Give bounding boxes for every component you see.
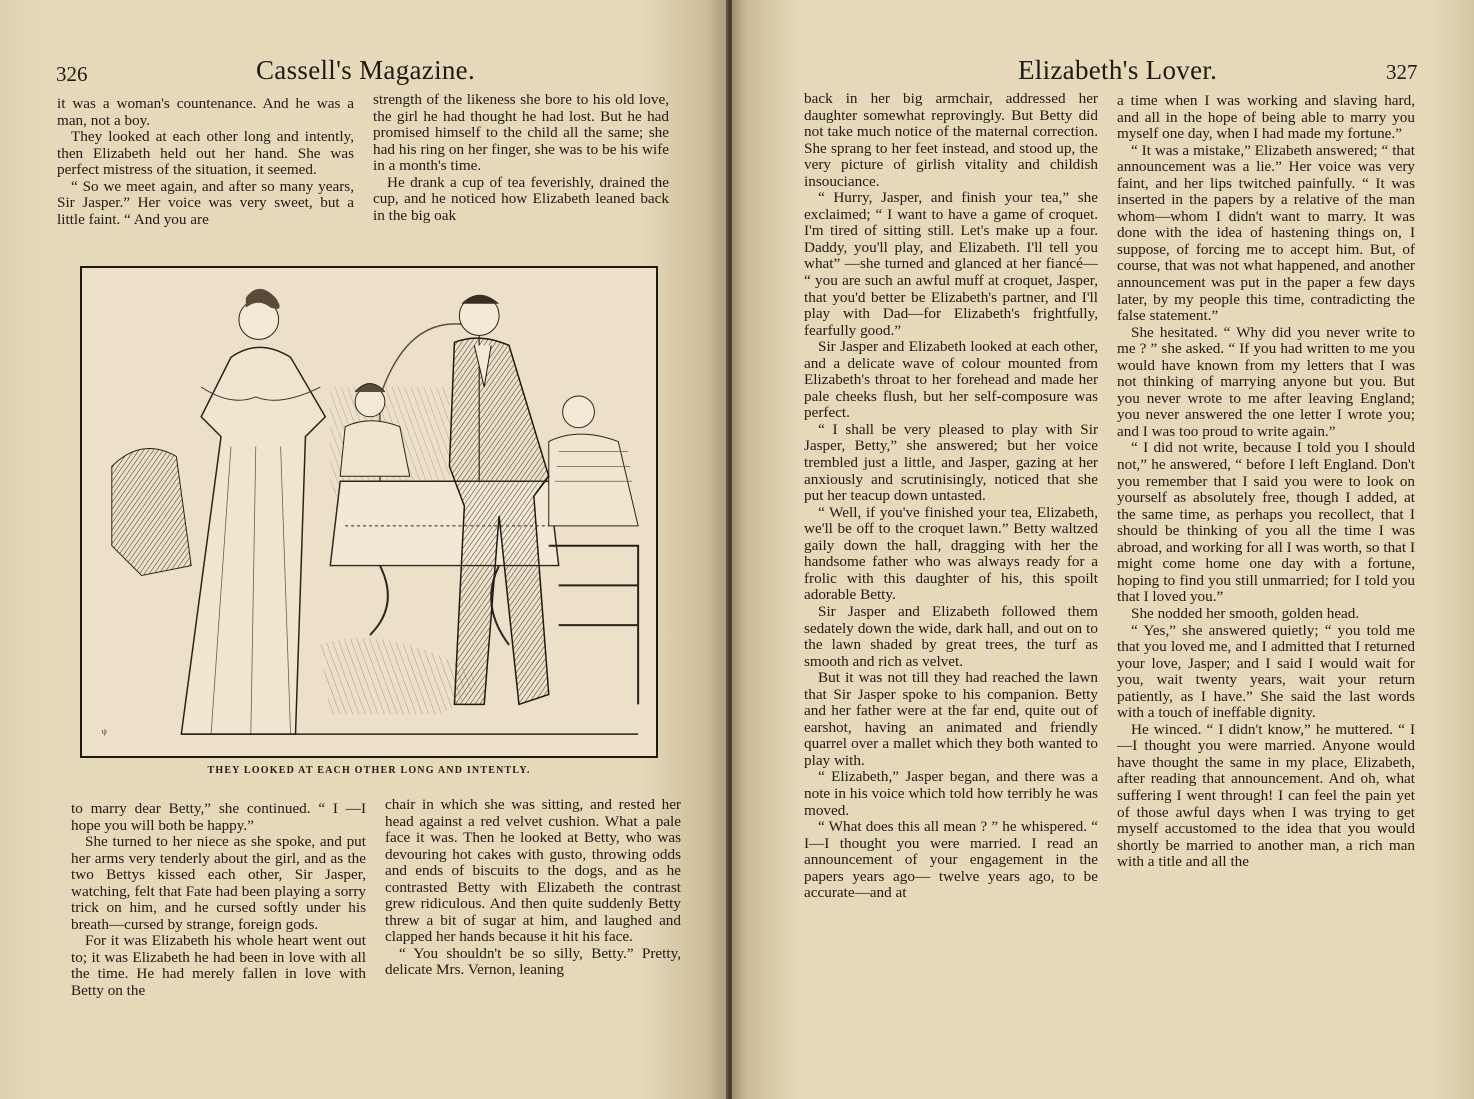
paragraph: back in her big armchair, addressed her daughter somewhat reprovingly. But Betty did not take much notice of the maternal correction. She sprang to her feet instead, and stood up, the very picture of girlish vitality and childish insouciance.	[804, 90, 1098, 190]
paragraph: She hesitated. “ Why did you never write to me ? ” she asked. “ If you had written to me you would have known from my letters that I was not thinking of marrying anyone but you. But you never wrote to me after leaving England; you never answered the one letter I wrote you; and I was too proud to write again.”	[1117, 323, 1415, 440]
paragraph: “ I did not write, because I told you I should not,” he answered, “ before I left England. Don't you remember that I said you were to look on yourself as absolutely free, though I added, at the same time, as perhaps you recollect, that I should be thinking of you all the time I was abroad, and working for all I was worth, so that I might come home one day with a fortune, hoping to find you still unmarried; for I told you that I loved you.”	[1117, 439, 1415, 606]
paragraph: a time when I was working and slaving hard, and all in the hope of being able to marry you myself one day, when I had made my fortune.”	[1117, 92, 1415, 143]
left-page-number: 326	[56, 62, 88, 86]
paragraph: For it was Elizabeth his whole heart went out to; it was Elizabeth he had been in love with all the time. He had merely fallen in love with Betty on the	[71, 932, 366, 1000]
paragraph: She turned to her niece as she spoke, and put her arms very tenderly about the girl, and as the two Bettys kissed each other, Sir Jasper, watching, felt that Fate had been playing a sorry trick on him, and he cursed softly under his breath—cursed by strange, foreign gods.	[71, 833, 366, 933]
right-page	[732, 0, 1474, 1099]
left-running-head: Cassell's Magazine.	[256, 55, 476, 85]
left-col2-bottom	[385, 797, 681, 979]
paragraph: He winced. “ I didn't know,” he muttered. “ I—I thought you were married. Anyone would have thought the same in my place, Elizabeth, after reading that announcement. And oh, what suffering I went through! I can feel the pain yet of those awful days when I was trying to get myself accustomed to the idea that you would shortly be married to another man, a rich man with a title and all the	[1117, 720, 1415, 871]
paragraph: He drank a cup of tea feverishly, drained the cup, and he noticed how Elizabeth leaned back in the big oak	[373, 173, 669, 224]
paragraph: “ Elizabeth,” Jasper began, and there was a note in his voice which told how terribly he was moved.	[804, 768, 1098, 819]
illustration-caption: THEY LOOKED AT EACH OTHER LONG AND INTENTLY.	[207, 765, 531, 776]
paragraph: “ So we meet again, and after so many years, Sir Jasper.” Her voice was very sweet, but a little faint. “ And you are	[57, 177, 354, 228]
paragraph: “ I shall be very pleased to play with Sir Jasper, Betty,” she answered; but her voice trembled just a little, and Jasper, gazing at her anxiously and scrutinisingly, noticed that she put her teacup down untasted.	[804, 420, 1098, 505]
left-page	[0, 0, 728, 1099]
right-page-number: 327	[1386, 60, 1418, 84]
paragraph: “ Hurry, Jasper, and finish your tea,” she exclaimed; “ I want to have a game of croquet. I'm tired of sitting still. Let's make up a four. Daddy, you'll play, and Elizabeth. I'll tell you what” —she turned and glanced at her fiancé— “ you are such an awful muff at croquet, Jasper, that you'd better be Elizabeth's partner, and I'll play with Dad—for Elizabeth's frightfully, fearfully good.”	[804, 189, 1098, 339]
right-running-head: Elizabeth's Lover.	[1018, 55, 1218, 85]
left-col1-top	[57, 96, 354, 228]
paragraph: But it was not till they had reached the lawn that Sir Jasper spoke to his companion. Betty and her father were at the far end, quite out of earshot, having an animated and friendly quarrel over a mallet which they both wanted to play with.	[804, 669, 1098, 769]
right-col1	[804, 91, 1098, 902]
paragraph: They looked at each other long and intently, then Elizabeth held out her hand. She was perfect mistress of the situation, it seemed.	[57, 128, 354, 179]
paragraph: “ It was a mistake,” Elizabeth answered; “ that announcement was a lie.” Her voice was very faint, and her lips twitched painfully. “ It was inserted in the papers by a relative of the man whom—whom I didn't want to marry. It was done with the idea of hastening things on, I suppose, of forcing me to accept him. But, of course, that was not what happened, and another announcement was put in the paper a few days later, by my people this time, contradicting the false statement.”	[1117, 141, 1415, 325]
paragraph: it was a woman's countenance. And he was a man, not a boy.	[57, 95, 354, 129]
paragraph: to marry dear Betty,” she continued. “ I —I hope you will both be happy.”	[71, 800, 366, 834]
paragraph: “ You shouldn't be so silly, Betty.” Pretty, delicate Mrs. Vernon, leaning	[385, 944, 681, 979]
paragraph: “ Yes,” she answered quietly; “ you told me that you loved me, and I admitted that I returned your love, Jasper; and I said I would wait for you, wait twenty years, wait your return patiently, as I have.” She said the last words with a touch of ineffable dignity.	[1117, 621, 1415, 722]
paragraph: “ Well, if you've finished your tea, Elizabeth, we'll be off to the croquet lawn.” Betty waltzed gaily down the hall, dragging with her the handsome father who was always ready for a frolic with this daughter of his, this spoilt adorable Betty.	[804, 503, 1098, 604]
paragraph: strength of the likeness she bore to his old love, the girl he had thought he had lost. But he had promised himself to the child all the same; she had his ring on her finger, she was to be his wife in a month's time.	[373, 91, 669, 175]
paragraph: “ What does this all mean ? ” he whispered. “ I—I thought you were married. I read an announcement of your engagement in the papers years ago— twelve years ago, to be accurate—and at	[804, 818, 1098, 902]
left-col2-top	[373, 92, 669, 224]
paragraph: Sir Jasper and Elizabeth followed them sedately down the wide, dark hall, and out on to the lawn shaded by great trees, the turf as smooth and rich as velvet.	[804, 602, 1098, 670]
paragraph: She nodded her smooth, golden head.	[1131, 604, 1360, 622]
left-col1-bottom	[71, 801, 366, 1000]
paragraph: chair in which she was sitting, and rested her head against a red velvet cushion. What a pale face it was. Then he looked at Betty, who was devouring hot cakes with gusto, throwing odds and ends of biscuits to the dogs, and as he contrasted Betty with Elizabeth the contrast grew ridiculous. And then quite suddenly Betty threw a bit of sugar at him, and laughed and clapped her hands because it hit his face.	[385, 796, 681, 946]
illustration-tea-scene	[80, 266, 658, 758]
right-col2	[1117, 93, 1415, 871]
svg-text:ψ: ψ	[101, 727, 107, 737]
paragraph: Sir Jasper and Elizabeth looked at each other, and a delicate wave of colour mounted from Elizabeth's throat to her forehead and made her pale cheeks flush, but her self-composure was perfect.	[804, 338, 1098, 422]
engraving-image	[82, 268, 656, 756]
